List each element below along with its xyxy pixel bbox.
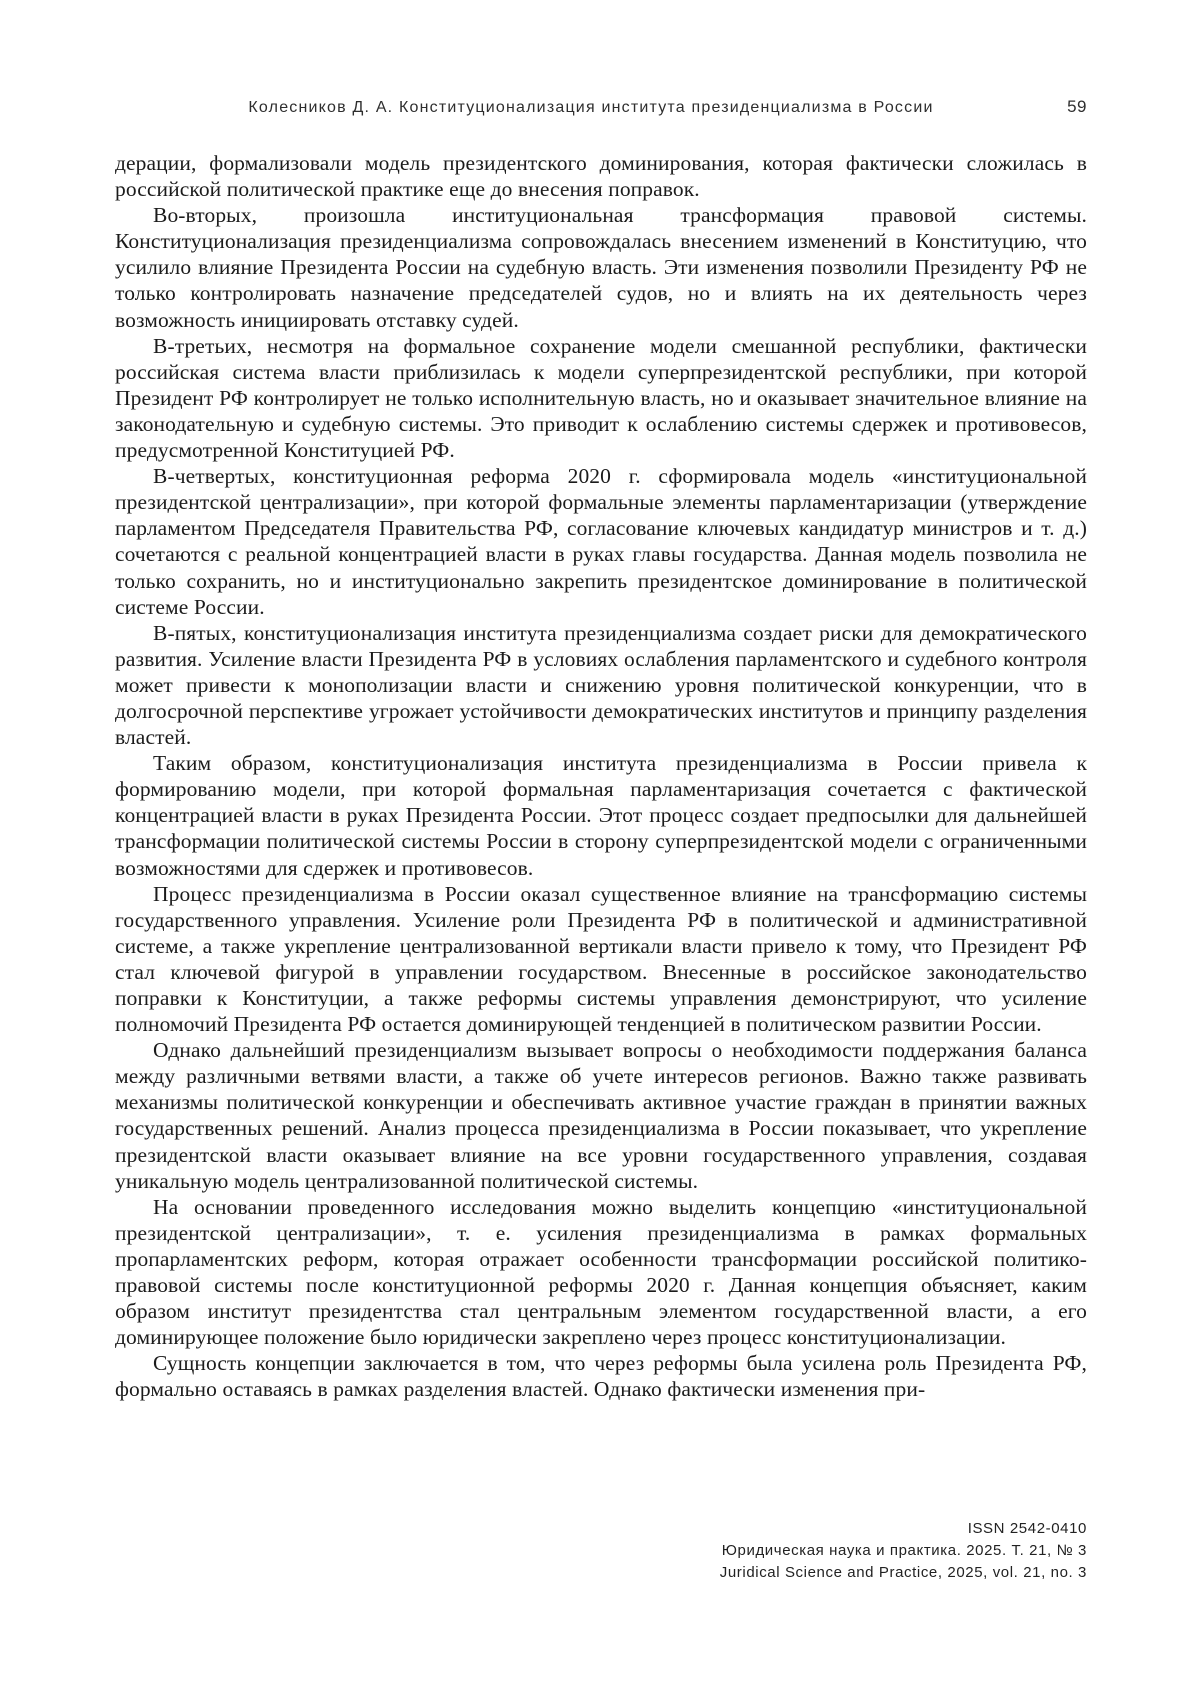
- paragraph: На основании проведенного исследования можно выделить концепцию «институциональной президентской централизации», т. е. усиления президенциализма в рамках формальных пропарламентских реформ, которая отражает особенности трансформации российской политико-правовой системы после конституционной реформы 2020 г. Данная концепция объясняет, каким образом институт президентства стал центральным элементом государственной власти, а его доминирующее положение было юридически закреплено через процесс конституционализации.: [115, 1194, 1087, 1350]
- page-number: 59: [1067, 97, 1087, 116]
- footer-journal-ru: Юридическая наука и практика. 2025. Т. 21, № 3: [721, 1542, 1087, 1559]
- paragraph: Процесс президенциализма в России оказал существенное влияние на трансформацию системы государственного управления. Усиление роли Президента РФ в политической и административной системе, а также укрепление централизованной вертикали власти привело к тому, что Президент РФ стал ключевой фигурой в управлении государством. Внесенные в российское законодательство поправки к Конституции, а также реформы системы управления демонстрируют, что усиление полномочий Президента РФ остается доминирующей тенденцией в политическом развитии России.: [115, 881, 1087, 1037]
- footer-issn: ISSN 2542-0410: [967, 1520, 1087, 1537]
- paragraph: Во-вторых, произошла институциональная трансформация правовой системы. Конституционализация президенциализма сопровождалась внесением изменений в Конституцию, что усилило влияние Президента России на судебную власть. Эти изменения позволили Президенту РФ не только контролировать назначение председателей судов, но и влиять на их деятельность через возможность инициировать отставку судей.: [115, 203, 1087, 332]
- paragraph: В-третьих, несмотря на формальное сохранение модели смешанной республики, фактически российская система власти приблизилась к модели суперпрезидентской республики, при которой Президент РФ контролирует не только исполнительную власть, но и оказывает значительное влияние на законодательную и судебную системы. Это приводит к ослаблению системы сдержек и противовесов, предусмотренной Конституцией РФ.: [115, 333, 1087, 463]
- paragraph: Таким образом, конституционализация института президенциализма в России привела к формированию модели, при которой формальная парламентаризация сочетается с фактической концентрацией власти в руках Президента России. Этот процесс создает предпосылки для дальнейшей трансформации политической системы России в сторону суперпрезидентской модели с ограниченными возможностями для сдержек и противовесов.: [115, 751, 1087, 880]
- article-body: [115, 150, 1087, 1403]
- paragraph: В-пятых, конституционализация института президенциализма создает риски для демократического развития. Усиление власти Президента РФ в условиях ослабления парламентского и судебного контроля может привести к монополизации власти и снижению уровня политической конкуренции, что в долгосрочной перспективе угрожает устойчивости демократических институтов и принципу разделения властей.: [115, 620, 1087, 750]
- paragraph: Сущность концепции заключается в том, что через реформы была усилена роль Президента РФ, формально оставаясь в рамках разделения властей. Однако фактически изменения при-: [115, 1351, 1087, 1402]
- running-header-title: Колесников Д. А. Конституционализация института президенциализма в России: [248, 99, 934, 116]
- paragraph: В-четвертых, конституционная реформа 2020 г. сформировала модель «институциональной президентской централизации», при которой формальные элементы парламентаризации (утверждение парламентом Председателя Правительства РФ, согласование ключевых кандидатур министров и т. д.) сочетаются с реальной концентрацией власти в руках главы государства. Данная модель позволила не только сохранить, но и институционально закрепить президентское доминирование в политической системе России.: [115, 464, 1087, 619]
- paragraph: дерации, формализовали модель президентского доминирования, которая фактически сложилась в российской политической практике еще до внесения поправок.: [115, 151, 1087, 202]
- running-header: [115, 97, 1087, 117]
- page-footer: [720, 1518, 1087, 1584]
- paragraph: Однако дальнейший президенциализм вызывает вопросы о необходимости поддержания баланса между различными ветвями власти, а также об учете интересов регионов. Важно также развивать механизмы политической конкуренции и обеспечивать активное участие граждан в принятии важных государственных решений. Анализ процесса президенциализма в России показывает, что укрепление президентской власти оказывает влияние на все уровни государственного управления, создавая уникальную модель централизованной политической системы.: [115, 1038, 1087, 1193]
- footer-journal-en: Juridical Science and Practice, 2025, vol. 21, no. 3: [719, 1564, 1087, 1581]
